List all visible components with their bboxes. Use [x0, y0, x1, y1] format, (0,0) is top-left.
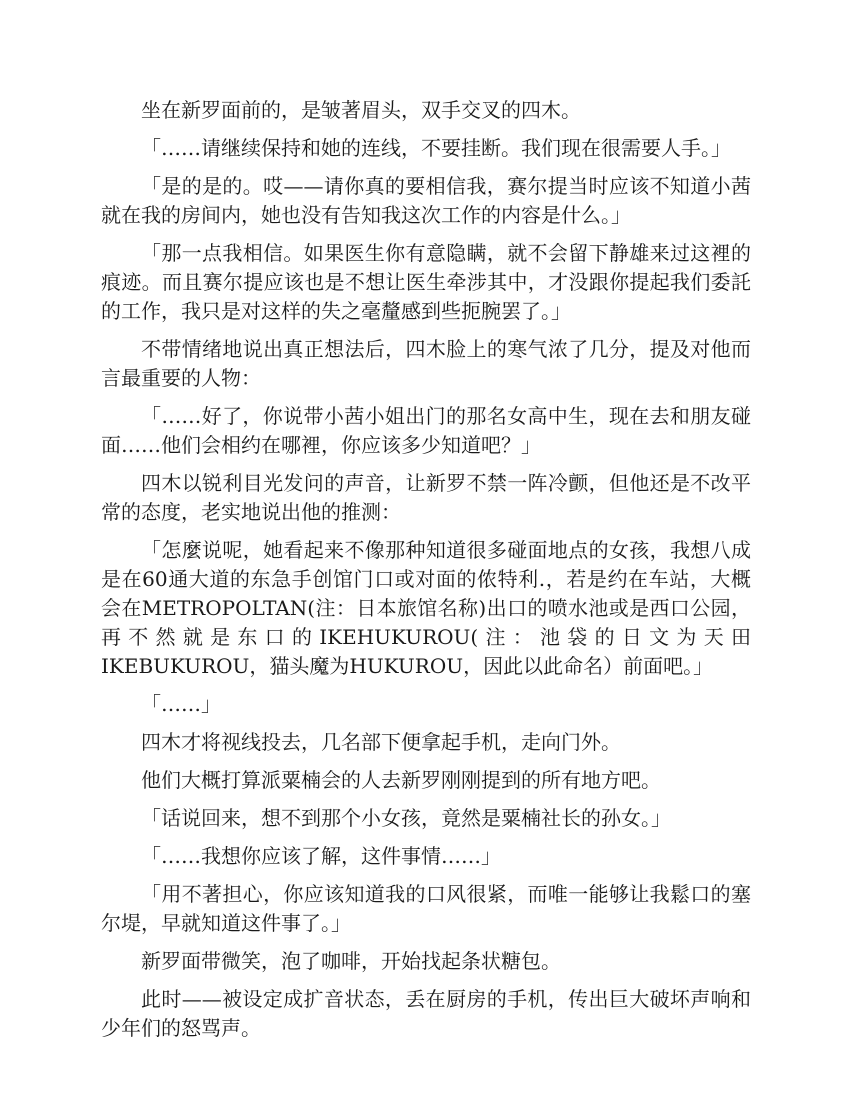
paragraph: 「……我想你应该了解，这件事情……」 — [141, 844, 501, 868]
paragraph: 「……」 — [141, 692, 221, 716]
paragraph: 他们大概打算派粟楠会的人去新罗刚刚提到的所有地方吧。 — [141, 768, 661, 792]
paragraph: 「那一点我相信。如果医生你有意隐瞒，就不会留下静雄来过这裡的痕迹。而且赛尔提应该也是不想让医生牵涉其中，才没跟你提起我们委託的工作，我只是对这样的失之毫釐感到些扼腕罢了。」 — [101, 241, 751, 323]
paragraph: 不带情绪地说出真正想法后，四木脸上的寒气浓了几分，提及对他而言最重要的人物： — [101, 337, 751, 390]
paragraph: 四木才将视线投去，几名部下便拿起手机，走向门外。 — [141, 730, 621, 754]
paragraph: 四木以锐利目光发问的声音，让新罗不禁一阵冷颤，但他还是不改平常的态度，老实地说出他的推测： — [101, 471, 751, 524]
paragraph: 「用不著担心，你应该知道我的口风很紧，而唯一能够让我鬆口的塞尔堤，早就知道这件事了。」 — [101, 882, 751, 935]
paragraph: 此时——被设定成扩音状态，丢在厨房的手机，传出巨大破坏声响和少年们的怒骂声。 — [101, 987, 751, 1040]
document-page — [101, 96, 751, 1052]
paragraph: 「……请继续保持和她的连线，不要挂断。我们现在很需要人手。」 — [141, 136, 731, 160]
paragraph: 「怎麼说呢，她看起来不像那种知道很多碰面地点的女孩，我想八成是在60通大道的东急手创馆门口或对面的侬特利.，若是约在车站，大概会在METROPOLTAN(注：日本旅馆名称)出口的喷水池或是西口公园，再不然就是东口的IKEHUKUROU(注：池袋的日文为天田IKEBUKUROU，猫头魔为HUKUROU，因此以此命名）前面吧。」 — [101, 538, 751, 678]
paragraph: 「是的是的。哎——请你真的要相信我，赛尔提当时应该不知道小茜就在我的房间内，她也没有告知我这次工作的内容是什么。」 — [101, 174, 751, 227]
paragraph: 新罗面带微笑，泡了咖啡，开始找起条状糖包。 — [141, 949, 561, 973]
paragraph: 「……好了，你说带小茜小姐出门的那名女高中生，现在去和朋友碰面……他们会相约在哪裡，你应该多少知道吧？」 — [101, 404, 751, 457]
paragraph: 坐在新罗面前的，是皱著眉头，双手交叉的四木。 — [141, 98, 581, 122]
paragraph: 「话说回来，想不到那个小女孩，竟然是粟楠社长的孙女。」 — [141, 806, 671, 830]
